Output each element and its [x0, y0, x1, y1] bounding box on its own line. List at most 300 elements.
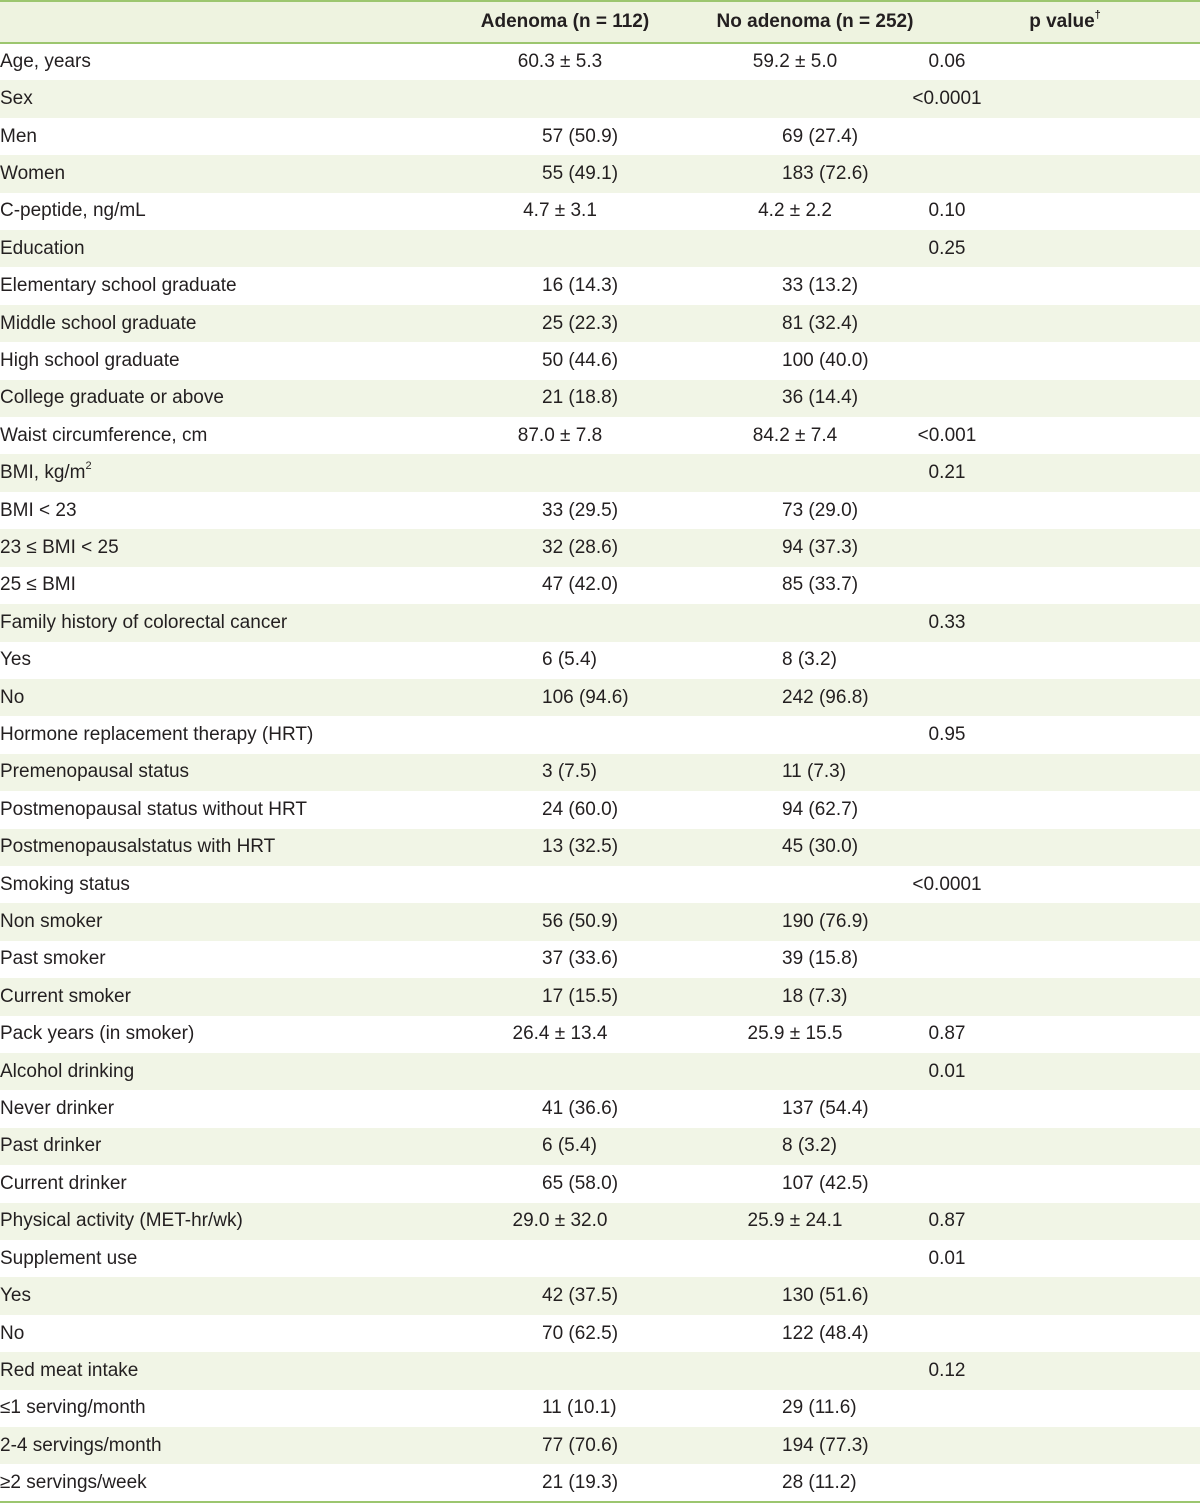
p-value: 0.33	[928, 611, 966, 633]
no-adenoma-value: 183 (72.6)	[782, 162, 869, 184]
no-adenoma-value: 190 (76.9)	[782, 911, 869, 933]
no-adenoma-value-cell	[700, 380, 930, 417]
table-row	[0, 754, 1200, 791]
row-label-text: Postmenopausal status without HRT	[0, 798, 307, 820]
adenoma-value-cell	[430, 230, 700, 267]
no-adenoma-value: 11 (7.3)	[782, 761, 847, 783]
adenoma-value-cell	[430, 791, 700, 828]
p-value: <0.0001	[912, 88, 982, 110]
adenoma-value-cell	[430, 829, 700, 866]
adenoma-value-cell	[430, 1053, 700, 1090]
table-row	[0, 1240, 1200, 1277]
row-label-text: C-peptide, ng/mL	[0, 200, 146, 222]
row-label-text: Current drinker	[0, 1172, 127, 1194]
p-value-cell	[930, 1053, 1200, 1090]
p-value: 0.01	[928, 1060, 966, 1082]
p-value-cell	[930, 978, 1200, 1015]
table-row	[0, 679, 1200, 716]
adenoma-value-cell	[430, 1090, 700, 1127]
row-label-text: Physical activity (MET-hr/wk)	[0, 1210, 243, 1232]
p-value: 0.25	[928, 237, 966, 259]
row-label-text: No	[0, 686, 25, 708]
p-value-cell	[930, 1165, 1200, 1202]
adenoma-value-cell	[430, 380, 700, 417]
no-adenoma-value: 100 (40.0)	[782, 349, 869, 371]
p-value: 0.10	[928, 200, 966, 222]
row-label-text: 2-4 servings/month	[0, 1434, 162, 1456]
adenoma-value-cell	[430, 492, 700, 529]
table-row	[0, 342, 1200, 379]
no-adenoma-value-cell	[700, 155, 930, 192]
p-value-cell	[930, 1203, 1200, 1240]
table-row	[0, 903, 1200, 940]
no-adenoma-value-cell	[700, 305, 930, 342]
row-label	[0, 754, 430, 791]
row-label	[0, 716, 430, 753]
no-adenoma-value-cell	[700, 903, 930, 940]
row-label	[0, 1277, 430, 1314]
row-label	[0, 342, 430, 379]
row-label-text: Men	[0, 125, 37, 147]
no-adenoma-value: 4.2 ± 2.2	[758, 200, 832, 222]
dagger-footnote-mark: †	[1094, 8, 1101, 21]
p-value-cell	[930, 342, 1200, 379]
no-adenoma-value: 39 (15.8)	[782, 948, 859, 970]
header-p-value-label: p value	[1029, 11, 1095, 32]
adenoma-value: 25 (22.3)	[542, 312, 619, 334]
row-label-text: Never drinker	[0, 1098, 115, 1120]
no-adenoma-value: 81 (32.4)	[782, 312, 859, 334]
no-adenoma-value-cell	[700, 679, 930, 716]
row-label	[0, 417, 430, 454]
row-label	[0, 1240, 430, 1277]
adenoma-value: 26.4 ± 13.4	[512, 1023, 608, 1045]
row-label	[0, 1053, 430, 1090]
row-label	[0, 1427, 430, 1464]
row-label-text: Education	[0, 237, 85, 259]
adenoma-value: 55 (49.1)	[542, 162, 619, 184]
row-label-text: ≤1 serving/month	[0, 1397, 146, 1419]
row-label	[0, 80, 430, 117]
adenoma-value: 17 (15.5)	[542, 985, 619, 1007]
row-label-text: Women	[0, 162, 66, 184]
row-label	[0, 791, 430, 828]
table-row	[0, 380, 1200, 417]
no-adenoma-value-cell	[700, 1390, 930, 1427]
table-row	[0, 454, 1200, 491]
row-label	[0, 529, 430, 566]
adenoma-value: 41 (36.6)	[542, 1098, 619, 1120]
p-value-cell	[930, 941, 1200, 978]
table-row	[0, 829, 1200, 866]
adenoma-value: 21 (18.8)	[542, 387, 619, 409]
adenoma-value-cell	[430, 1016, 700, 1053]
p-value-cell	[930, 1315, 1200, 1352]
p-value-cell	[930, 305, 1200, 342]
row-label	[0, 155, 430, 192]
table-row	[0, 1427, 1200, 1464]
row-label-text: Middle school graduate	[0, 312, 197, 334]
table-row	[0, 941, 1200, 978]
p-value-cell	[930, 118, 1200, 155]
row-label	[0, 941, 430, 978]
adenoma-value-cell	[430, 193, 700, 230]
table-row	[0, 1277, 1200, 1314]
adenoma-value-cell	[430, 642, 700, 679]
no-adenoma-value-cell	[700, 1427, 930, 1464]
table-row	[0, 1390, 1200, 1427]
p-value-cell	[912, 80, 1200, 117]
table-row	[0, 567, 1200, 604]
row-label	[0, 305, 430, 342]
p-value-cell	[930, 716, 1200, 753]
no-adenoma-value-cell	[700, 567, 930, 604]
header-row	[0, 1, 1200, 43]
p-value-cell	[930, 1128, 1200, 1165]
adenoma-value-cell	[430, 43, 700, 80]
adenoma-value: 77 (70.6)	[542, 1434, 619, 1456]
p-value-cell	[930, 1277, 1200, 1314]
p-value-cell	[917, 417, 1200, 454]
p-value-cell	[930, 1016, 1200, 1053]
no-adenoma-value-cell	[700, 529, 930, 566]
table-row	[0, 1315, 1200, 1352]
row-label-text: College graduate or above	[0, 387, 224, 409]
row-label-text: ≥2 servings/week	[0, 1471, 147, 1493]
row-label-text: Non smoker	[0, 911, 103, 933]
no-adenoma-value-cell	[700, 492, 930, 529]
p-value-cell	[930, 155, 1200, 192]
row-label-text: Past smoker	[0, 948, 106, 970]
adenoma-value-cell	[430, 1165, 700, 1202]
no-adenoma-value: 8 (3.2)	[782, 649, 837, 671]
table-row	[0, 1016, 1200, 1053]
adenoma-value: 50 (44.6)	[542, 349, 619, 371]
row-label	[0, 193, 430, 230]
adenoma-value: 47 (42.0)	[542, 574, 619, 596]
p-value-cell	[930, 1240, 1200, 1277]
row-label-text: Past drinker	[0, 1135, 102, 1157]
no-adenoma-value: 73 (29.0)	[782, 499, 859, 521]
row-label-text: Current smoker	[0, 985, 131, 1007]
adenoma-value: 21 (19.3)	[542, 1471, 619, 1493]
adenoma-value-cell	[430, 716, 700, 753]
row-label-text: 23 ≤ BMI < 25	[0, 536, 119, 558]
table-row	[0, 118, 1200, 155]
adenoma-value-cell	[430, 1352, 700, 1389]
adenoma-value-cell	[430, 80, 700, 117]
no-adenoma-value: 29 (11.6)	[782, 1397, 857, 1419]
row-label-text: High school graduate	[0, 349, 180, 371]
table-row	[0, 529, 1200, 566]
p-value-cell	[930, 903, 1200, 940]
table-row	[0, 1203, 1200, 1240]
p-value: 0.06	[928, 51, 966, 73]
row-label	[0, 492, 430, 529]
table-row	[0, 417, 1200, 454]
row-label	[0, 978, 430, 1015]
adenoma-value: 87.0 ± 7.8	[517, 424, 603, 446]
header-no-adenoma: No adenoma (n = 252)	[700, 1, 930, 43]
no-adenoma-value-cell	[700, 1277, 930, 1314]
adenoma-value: 6 (5.4)	[542, 649, 597, 671]
no-adenoma-value: 122 (48.4)	[782, 1322, 869, 1344]
row-label-text: Pack years (in smoker)	[0, 1023, 195, 1045]
row-label	[0, 43, 430, 80]
row-label	[0, 604, 430, 641]
no-adenoma-value: 84.2 ± 7.4	[752, 424, 838, 446]
row-label-text: Red meat intake	[0, 1359, 139, 1381]
row-label	[0, 903, 430, 940]
table-row	[0, 716, 1200, 753]
table-row	[0, 1165, 1200, 1202]
table-row	[0, 866, 1200, 903]
table-row	[0, 155, 1200, 192]
adenoma-value-cell	[430, 941, 700, 978]
row-label	[0, 230, 430, 267]
no-adenoma-value-cell	[700, 1464, 930, 1501]
no-adenoma-value-cell	[700, 267, 930, 304]
p-value-cell	[930, 1352, 1200, 1389]
p-value: 0.01	[928, 1247, 966, 1269]
no-adenoma-value: 33 (13.2)	[782, 275, 859, 297]
no-adenoma-value-cell	[700, 1090, 930, 1127]
p-value-cell	[930, 193, 1200, 230]
table-row	[0, 267, 1200, 304]
no-adenoma-value: 25.9 ± 24.1	[747, 1210, 843, 1232]
p-value-cell	[930, 1090, 1200, 1127]
table-row	[0, 1352, 1200, 1389]
p-value-cell	[930, 754, 1200, 791]
p-value-cell	[930, 791, 1200, 828]
no-adenoma-value: 45 (30.0)	[782, 836, 859, 858]
no-adenoma-value-cell	[700, 118, 930, 155]
adenoma-value-cell	[430, 342, 700, 379]
row-label-text: Waist circumference, cm	[0, 424, 208, 446]
no-adenoma-value: 59.2 ± 5.0	[752, 51, 838, 73]
row-label	[0, 1165, 430, 1202]
p-value-cell	[930, 529, 1200, 566]
header-p-value	[930, 1, 1200, 43]
adenoma-value-cell	[430, 417, 700, 454]
p-value-cell	[930, 829, 1200, 866]
p-value-cell	[930, 492, 1200, 529]
adenoma-value-cell	[430, 903, 700, 940]
row-label-text: No	[0, 1322, 25, 1344]
row-label-text: BMI, kg/m	[0, 462, 86, 484]
adenoma-value: 6 (5.4)	[542, 1135, 597, 1157]
row-label-text: Elementary school graduate	[0, 275, 237, 297]
row-label-text: Hormone replacement therapy (HRT)	[0, 724, 314, 746]
row-label-text: Premenopausal status	[0, 761, 190, 783]
p-value: <0.0001	[912, 873, 982, 895]
adenoma-value-cell	[430, 118, 700, 155]
adenoma-value: 11 (10.1)	[542, 1397, 617, 1419]
row-label	[0, 642, 430, 679]
no-adenoma-value-cell	[700, 978, 930, 1015]
no-adenoma-value: 8 (3.2)	[782, 1135, 837, 1157]
adenoma-value-cell	[430, 604, 700, 641]
p-value-cell	[930, 267, 1200, 304]
p-value-cell	[912, 866, 1200, 903]
p-value-cell	[930, 642, 1200, 679]
table-row	[0, 642, 1200, 679]
no-adenoma-value-cell	[700, 642, 930, 679]
row-label	[0, 454, 430, 491]
adenoma-value-cell	[430, 1128, 700, 1165]
p-value-cell	[930, 1464, 1200, 1501]
adenoma-value-cell	[430, 1240, 700, 1277]
row-label-text: Yes	[0, 1285, 31, 1307]
adenoma-value-cell	[430, 305, 700, 342]
adenoma-value: 3 (7.5)	[542, 761, 597, 783]
table-row	[0, 43, 1200, 80]
adenoma-value: 24 (60.0)	[542, 798, 619, 820]
row-label-text: Alcohol drinking	[0, 1060, 135, 1082]
no-adenoma-value-cell	[700, 829, 930, 866]
row-label	[0, 679, 430, 716]
table-row	[0, 80, 1200, 117]
no-adenoma-value-cell	[700, 941, 930, 978]
adenoma-value-cell	[430, 454, 700, 491]
adenoma-value-cell	[430, 754, 700, 791]
no-adenoma-value: 36 (14.4)	[782, 387, 859, 409]
adenoma-value-cell	[430, 1464, 700, 1501]
p-value: 0.21	[928, 462, 966, 484]
adenoma-value-cell	[430, 155, 700, 192]
p-value-cell	[930, 1427, 1200, 1464]
no-adenoma-value-cell	[700, 754, 930, 791]
adenoma-value: 70 (62.5)	[542, 1322, 619, 1344]
row-label	[0, 267, 430, 304]
adenoma-value-cell	[430, 267, 700, 304]
header-variable	[0, 1, 430, 43]
row-label-text: BMI < 23	[0, 499, 77, 521]
p-value: <0.001	[917, 424, 977, 446]
row-label-text: Age, years	[0, 51, 91, 73]
no-adenoma-value: 130 (51.6)	[782, 1285, 869, 1307]
no-adenoma-value: 25.9 ± 15.5	[747, 1023, 843, 1045]
p-value: 0.12	[928, 1359, 966, 1381]
table-row	[0, 1464, 1200, 1501]
row-label	[0, 829, 430, 866]
no-adenoma-value: 18 (7.3)	[782, 985, 848, 1007]
adenoma-value: 13 (32.5)	[542, 836, 619, 858]
table-row	[0, 193, 1200, 230]
adenoma-value: 33 (29.5)	[542, 499, 619, 521]
no-adenoma-value: 194 (77.3)	[782, 1434, 869, 1456]
table-row	[0, 1090, 1200, 1127]
row-label	[0, 380, 430, 417]
adenoma-value-cell	[430, 1390, 700, 1427]
no-adenoma-value: 28 (11.2)	[782, 1471, 857, 1493]
table-row	[0, 305, 1200, 342]
row-label-text: Sex	[0, 88, 33, 110]
adenoma-value: 56 (50.9)	[542, 911, 619, 933]
no-adenoma-value-cell	[700, 1128, 930, 1165]
adenoma-value: 37 (33.6)	[542, 948, 619, 970]
no-adenoma-value: 94 (62.7)	[782, 798, 859, 820]
adenoma-value: 32 (28.6)	[542, 536, 619, 558]
adenoma-value-cell	[430, 978, 700, 1015]
p-value-cell	[930, 1390, 1200, 1427]
no-adenoma-value: 107 (42.5)	[782, 1172, 869, 1194]
adenoma-value-cell	[430, 567, 700, 604]
no-adenoma-value-cell	[700, 1315, 930, 1352]
p-value-cell	[930, 604, 1200, 641]
p-value-cell	[930, 567, 1200, 604]
adenoma-value: 4.7 ± 3.1	[523, 200, 597, 222]
row-label-text: 25 ≤ BMI	[0, 574, 76, 596]
p-value-cell	[930, 43, 1200, 80]
no-adenoma-value-cell	[700, 791, 930, 828]
adenoma-value: 16 (14.3)	[542, 275, 619, 297]
row-label-text: Family history of colorectal cancer	[0, 611, 288, 633]
table-row	[0, 492, 1200, 529]
adenoma-value: 42 (37.5)	[542, 1285, 619, 1307]
no-adenoma-value: 242 (96.8)	[782, 686, 869, 708]
row-label-text: Smoking status	[0, 873, 130, 895]
row-label	[0, 866, 430, 903]
superscript-exponent: 2	[85, 459, 92, 472]
no-adenoma-value-cell	[700, 1165, 930, 1202]
row-label	[0, 1315, 430, 1352]
row-label	[0, 1090, 430, 1127]
p-value: 0.87	[928, 1210, 966, 1232]
adenoma-value: 29.0 ± 32.0	[512, 1210, 608, 1232]
adenoma-value-cell	[430, 1277, 700, 1314]
p-value-cell	[930, 230, 1200, 267]
row-label	[0, 1352, 430, 1389]
adenoma-value-cell	[430, 1315, 700, 1352]
p-value: 0.87	[928, 1023, 966, 1045]
no-adenoma-value: 94 (37.3)	[782, 536, 859, 558]
no-adenoma-value: 137 (54.4)	[782, 1098, 869, 1120]
adenoma-value: 65 (58.0)	[542, 1172, 619, 1194]
row-label-text: Supplement use	[0, 1247, 138, 1269]
table-row	[0, 230, 1200, 267]
p-value-cell	[930, 380, 1200, 417]
p-value-cell	[930, 454, 1200, 491]
adenoma-value-cell	[430, 1203, 700, 1240]
table-row	[0, 604, 1200, 641]
row-label	[0, 1016, 430, 1053]
no-adenoma-value: 85 (33.7)	[782, 574, 859, 596]
adenoma-value: 106 (94.6)	[542, 686, 629, 708]
adenoma-value: 60.3 ± 5.3	[517, 51, 603, 73]
adenoma-value-cell	[430, 866, 700, 903]
adenoma-value: 57 (50.9)	[542, 125, 619, 147]
row-label	[0, 118, 430, 155]
p-value: 0.95	[928, 724, 966, 746]
row-label	[0, 1128, 430, 1165]
row-label	[0, 1464, 430, 1501]
table-row	[0, 1128, 1200, 1165]
p-value-cell	[930, 679, 1200, 716]
adenoma-value-cell	[430, 679, 700, 716]
row-label	[0, 567, 430, 604]
table-row	[0, 1053, 1200, 1090]
table-row	[0, 791, 1200, 828]
header-adenoma: Adenoma (n = 112)	[430, 1, 700, 43]
table-row	[0, 978, 1200, 1015]
row-label	[0, 1203, 430, 1240]
adenoma-value-cell	[430, 529, 700, 566]
no-adenoma-value: 69 (27.4)	[782, 125, 859, 147]
row-label	[0, 1390, 430, 1427]
adenoma-value-cell	[430, 1427, 700, 1464]
table-body	[0, 43, 1200, 1502]
